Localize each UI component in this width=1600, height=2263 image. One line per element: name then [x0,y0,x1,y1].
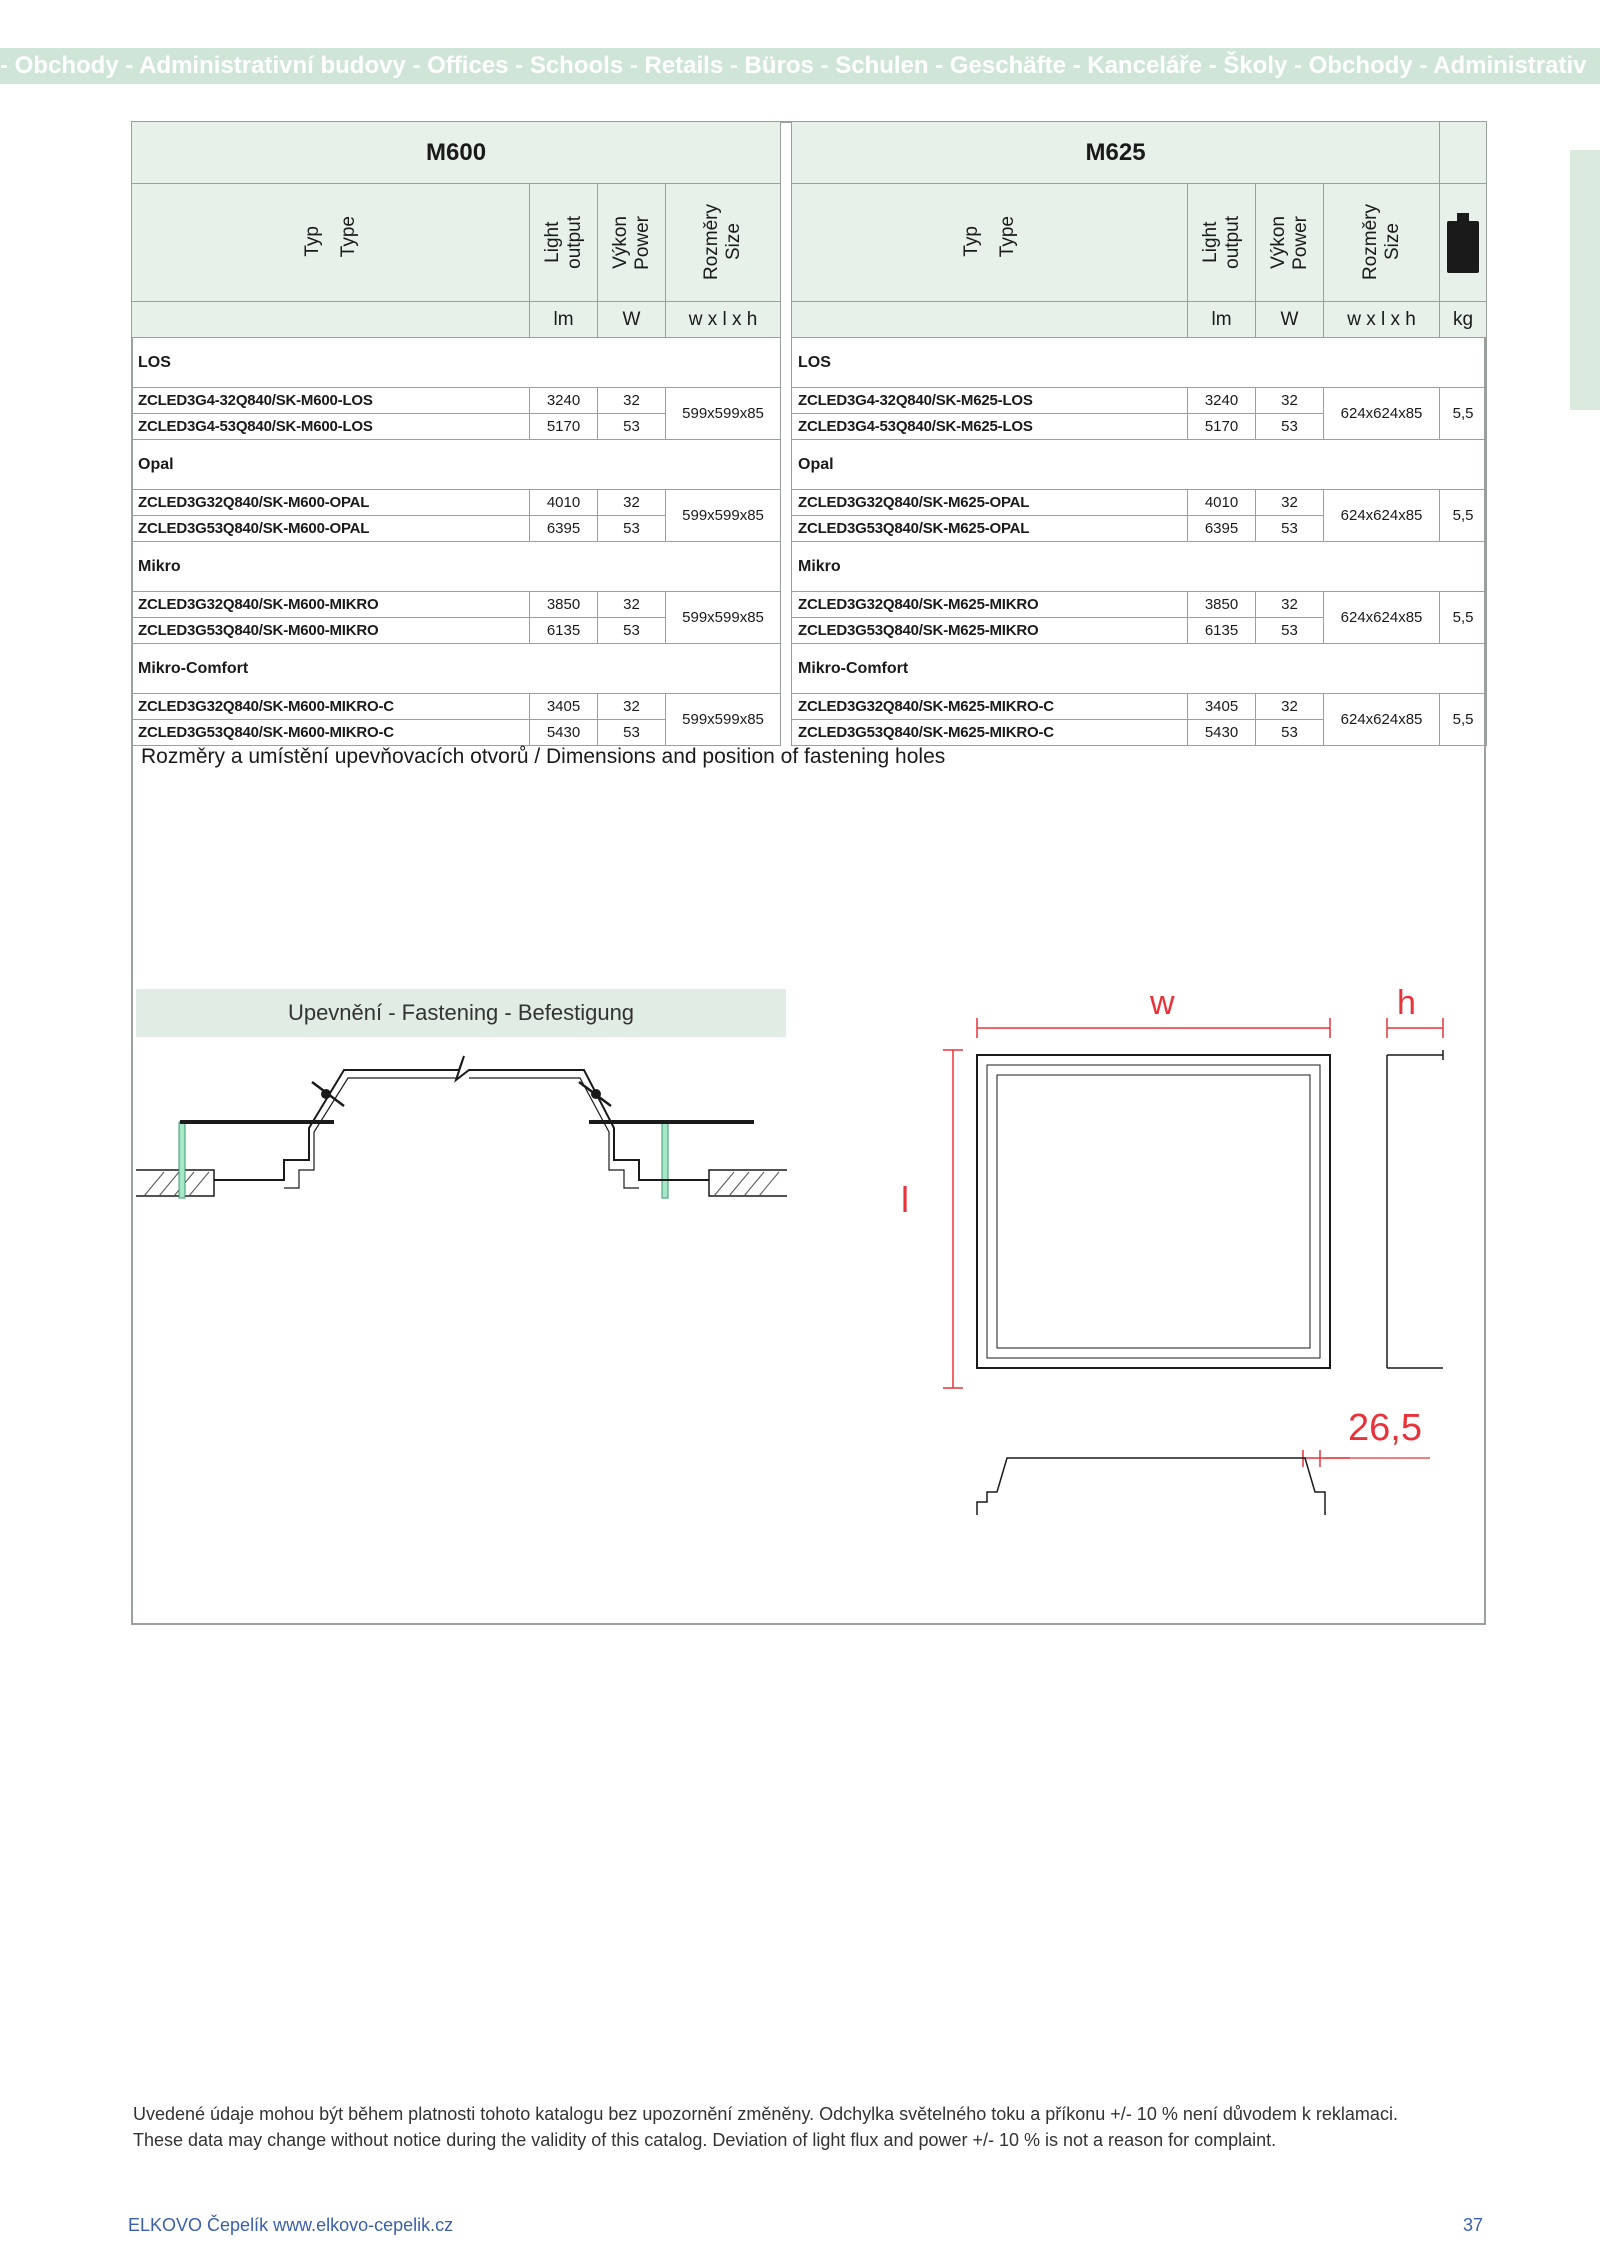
w-cell: 32 [598,592,666,618]
w-cell: 32 [598,388,666,414]
light-header-l1: Light [541,221,563,264]
unit-lm: lm [1188,302,1256,338]
weight-header [1440,184,1487,302]
size-cell: 624x624x85 [1324,592,1440,644]
type-cell: ZCLED3G32Q840/SK-M625-MIKRO [792,592,1188,618]
fastening-header [136,989,786,1037]
size-cell: 599x599x85 [666,694,781,746]
type-cell: ZCLED3G4-32Q840/SK-M625-LOS [792,388,1188,414]
size-header-l1: Rozměry [701,204,723,281]
m600-title: M600 [132,122,781,184]
type-header-en: Type [996,215,1018,258]
kg-cell: 5,5 [1440,592,1487,644]
power-header-l1: Výkon [1267,216,1289,269]
type-cell: ZCLED3G4-32Q840/SK-M600-LOS [132,388,530,414]
table-row [792,592,1487,618]
table-row [132,490,781,516]
unit-w: W [598,302,666,338]
table-row [132,388,781,414]
type-cell: ZCLED3G53Q840/SK-M625-MIKRO [792,618,1188,644]
type-cell: ZCLED3G4-53Q840/SK-M625-LOS [792,414,1188,440]
lm-cell: 3405 [1188,694,1256,720]
fastening-section-drawing [134,1040,789,1220]
type-cell: ZCLED3G32Q840/SK-M600-MIKRO [132,592,530,618]
group-label: LOS [792,338,1487,388]
lm-cell: 5430 [530,720,598,746]
kg-cell: 5,5 [1440,490,1487,542]
disclaimer-cz: Uvedené údaje mohou být během platnosti tohoto katalogu bez upozornění změněny. Odchylka světelného toku a příkonu +/- 10 % není důvodem k reklamaci. [133,2104,1398,2124]
power-header [1256,184,1324,302]
group-label: Mikro [792,542,1487,592]
table-row [792,490,1487,516]
light-header-l1: Light [1199,221,1221,264]
w-cell: 32 [1256,694,1324,720]
table-row [792,388,1487,414]
size-header [666,184,781,302]
kg-cell: 5,5 [1440,388,1487,440]
size-cell: 624x624x85 [1324,694,1440,746]
type-header-cz: Typ [960,226,982,258]
type-cell: ZCLED3G53Q840/SK-M625-OPAL [792,516,1188,542]
fastening-label: Upevnění - Fastening - Befestigung [287,1000,635,1025]
w-cell: 53 [598,414,666,440]
dimension-drawing [901,980,1465,1520]
lm-cell: 3405 [530,694,598,720]
lm-cell: 3240 [530,388,598,414]
w-cell: 53 [1256,516,1324,542]
lm-cell: 4010 [1188,490,1256,516]
type-cell: ZCLED3G32Q840/SK-M600-OPAL [132,490,530,516]
w-cell: 32 [598,694,666,720]
type-cell: ZCLED3G53Q840/SK-M600-MIKRO-C [132,720,530,746]
light-header-l2: output [1221,216,1243,269]
w-cell: 53 [598,516,666,542]
w-cell: 32 [1256,592,1324,618]
w-cell: 53 [1256,414,1324,440]
power-header-l2: Power [1289,215,1311,270]
group-label: Opal [132,440,781,490]
lm-cell: 6395 [1188,516,1256,542]
group-label: Mikro-Comfort [792,644,1487,694]
title-blank [1440,122,1487,184]
group-label: Mikro [132,542,781,592]
size-header-l1: Rozměry [1359,204,1381,281]
l-label: l [901,1179,909,1220]
size-cell: 624x624x85 [1324,388,1440,440]
type-header-cz: Typ [301,226,323,258]
w-cell: 53 [598,618,666,644]
lm-cell: 6135 [1188,618,1256,644]
kg-cell: 5,5 [1440,694,1487,746]
w-cell: 53 [1256,618,1324,644]
group-label: Mikro-Comfort [132,644,781,694]
power-header-l2: Power [631,215,653,270]
type-cell: ZCLED3G53Q840/SK-M600-OPAL [132,516,530,542]
type-cell: ZCLED3G32Q840/SK-M625-OPAL [792,490,1188,516]
lm-cell: 5170 [1188,414,1256,440]
w-cell: 53 [1256,720,1324,746]
unit-blank [792,302,1188,338]
lm-cell: 5430 [1188,720,1256,746]
lm-cell: 3850 [1188,592,1256,618]
size-cell: 599x599x85 [666,490,781,542]
table-row [132,694,781,720]
m625-table [791,121,1487,746]
unit-kg: kg [1440,302,1487,338]
unit-w: W [1256,302,1324,338]
table-row [792,694,1487,720]
size-header-l2: Size [723,224,745,261]
type-cell: ZCLED3G32Q840/SK-M600-MIKRO-C [132,694,530,720]
weight-icon [1446,213,1480,273]
type-cell: ZCLED3G53Q840/SK-M625-MIKRO-C [792,720,1188,746]
size-header [1324,184,1440,302]
offset-label: 26,5 [1348,1407,1422,1449]
light-header [1188,184,1256,302]
side-tab [1570,150,1600,410]
m600-table [131,121,781,746]
m625-title: M625 [792,122,1440,184]
type-cell: ZCLED3G4-53Q840/SK-M600-LOS [132,414,530,440]
type-header-en: Type [337,215,359,258]
lm-cell: 6395 [530,516,598,542]
lm-cell: 6135 [530,618,598,644]
type-cell: ZCLED3G53Q840/SK-M600-MIKRO [132,618,530,644]
unit-lm: lm [530,302,598,338]
page-number: 37 [1463,2215,1484,2235]
footer-company: ELKOVO Čepelík www.elkovo-cepelik.cz [128,2215,454,2235]
size-cell: 599x599x85 [666,388,781,440]
light-header-l2: output [563,216,585,269]
category-banner [0,48,1600,84]
disclaimer-en: These data may change without notice during the validity of this catalog. Deviation of light flux and power +/- 10 % is not a reason for complaint. [133,2130,1277,2150]
lm-cell: 4010 [530,490,598,516]
type-header [132,184,530,302]
dimensions-caption: Rozměry a umístění upevňovacích otvorů / Dimensions and position of fastening holes [141,745,946,768]
w-cell: 32 [598,490,666,516]
light-header [530,184,598,302]
size-header-l2: Size [1381,224,1403,261]
lm-cell: 5170 [530,414,598,440]
power-header [598,184,666,302]
size-cell: 599x599x85 [666,592,781,644]
group-label: LOS [132,338,781,388]
type-header [792,184,1188,302]
type-cell: ZCLED3G32Q840/SK-M625-MIKRO-C [792,694,1188,720]
table-row [132,592,781,618]
w-cell: 53 [598,720,666,746]
lm-cell: 3850 [530,592,598,618]
w-cell: 32 [1256,388,1324,414]
category-banner-text: - Obchody - Administrativní budovy - Offices - Schools - Retails - Büros - Schulen - Geschäfte - Kanceláře - Školy - Obchody - Administrativ [0,52,1587,79]
unit-size: w x l x h [666,302,781,338]
w-label: w [1150,984,1175,1022]
size-cell: 624x624x85 [1324,490,1440,542]
h-label: h [1397,984,1416,1022]
unit-size: w x l x h [1324,302,1440,338]
group-label: Opal [792,440,1487,490]
unit-blank [132,302,530,338]
w-cell: 32 [1256,490,1324,516]
lm-cell: 3240 [1188,388,1256,414]
disclaimer [133,2101,1398,2153]
power-header-l1: Výkon [609,216,631,269]
